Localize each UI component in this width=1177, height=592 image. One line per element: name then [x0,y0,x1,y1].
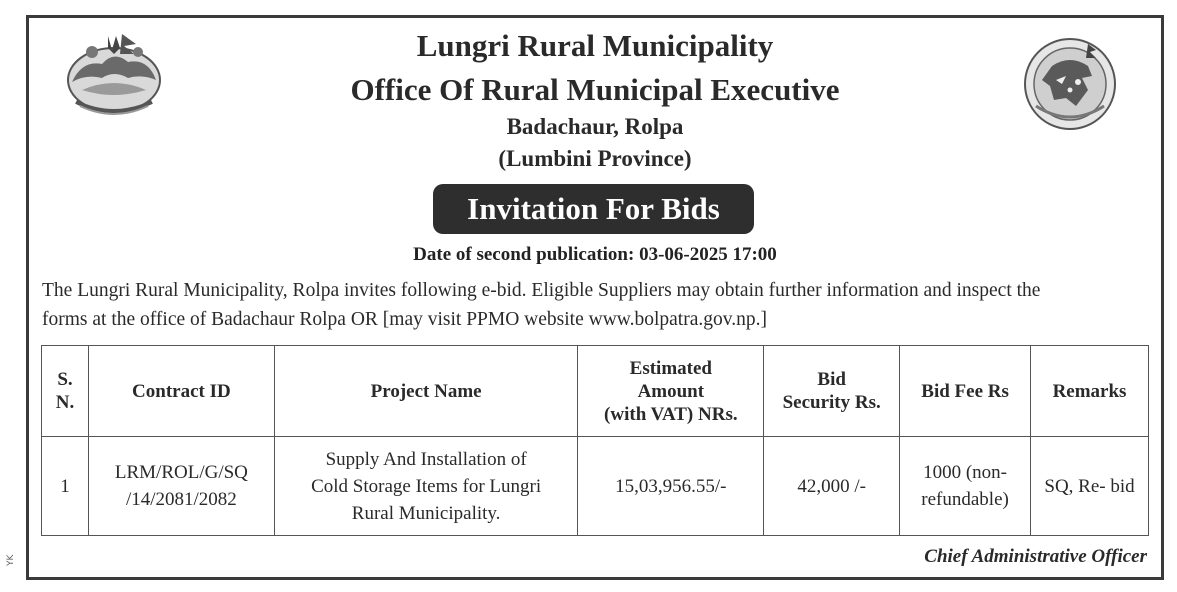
notice-heading: Invitation For Bids [433,184,754,234]
header-contract-id: Contract ID [88,346,274,437]
header-bid-fee: Bid Fee Rs [900,346,1031,437]
header-remarks: Remarks [1031,346,1149,437]
header-bid-security: Bid Security Rs. [764,346,900,437]
bids-table [41,345,1149,536]
corner-code: YK [6,554,16,566]
table-header-row [42,346,1149,437]
header-estimated-amount: Estimated Amount (with VAT) NRs. [578,346,764,437]
header-project-name: Project Name [274,346,578,437]
office-name: Office Of Rural Municipal Executive [350,72,840,107]
intro-line: forms at the office of Badachaur Rolpa OR [may visit PPMO website www.bolpatra.gov.np.] [42,309,767,330]
province-name: (Lumbini Province) [498,146,692,171]
cell-estimated-amount: 15,03,956.55/- [578,437,764,536]
cell-sn: 1 [42,437,89,536]
intro-paragraph [42,276,1154,334]
cell-remarks: SQ, Re- bid [1031,437,1149,536]
national-emblem-icon [62,30,166,116]
signature-title: Chief Administrative Officer [924,546,1147,567]
publication-date: Date of second publication: 03-06-2025 17:00 [413,244,777,265]
header-sn: S. N. [42,346,89,437]
org-name: Lungri Rural Municipality [416,28,774,63]
intro-line: The Lungri Rural Municipality, Rolpa invites following e-bid. Eligible Suppliers may obtain further information and inspect the [42,280,1041,301]
municipality-seal-icon [1022,36,1118,132]
office-location: Badachaur, Rolpa [506,114,684,139]
cell-project-name: Supply And Installation of Cold Storage Items for Lungri Rural Municipality. [274,437,578,536]
table-row [42,437,1149,536]
cell-bid-fee: 1000 (non- refundable) [900,437,1031,536]
cell-contract-id: LRM/ROL/G/SQ /14/2081/2082 [88,437,274,536]
cell-bid-security: 42,000 /- [764,437,900,536]
